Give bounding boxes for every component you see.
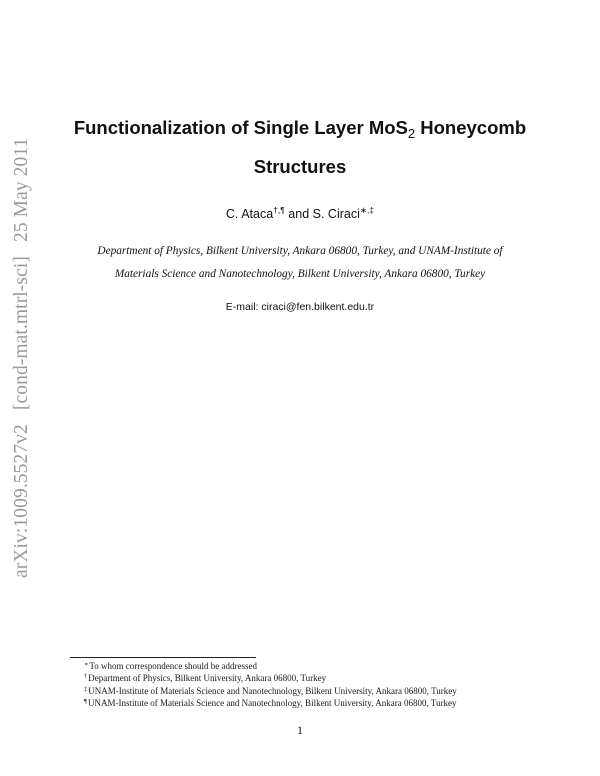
footnote-text: UNAM-Institute of Materials Science and Nanotechnology, Bilkent University, Ankara 06800, Turkey [87,697,457,708]
title-prefix: Functionalization of Single Layer MoS [73,117,408,138]
author-list [60,205,540,223]
footnote-correspondence [84,660,524,672]
arxiv-category: [cond-mat.mtrl-sci] [11,256,32,411]
footnote-unam-1 [84,685,524,697]
footnote-mark: ‡ [84,685,88,693]
footnote-text: To whom correspondence should be addressed [89,661,257,671]
title-subscript: 2 [407,126,416,141]
arxiv-identifier-stamp [10,137,34,578]
arxiv-date: 25 May 2011 [11,137,32,243]
affiliation-line-1: Department of Physics, Bilkent University, Ankara 06800, Turkey, and UNAM-Institute of [97,245,503,257]
author-connector: and [288,207,310,221]
footnotes [84,660,524,709]
footnote-text: Department of Physics, Bilkent University, Ankara 06800, Turkey [88,673,327,684]
arxiv-id: arXiv:1009.5527v2 [11,424,32,578]
author-2-marks: ∗,‡ [359,205,375,215]
author-1-marks: †,¶ [273,205,285,215]
footnote-divider [70,657,256,658]
author-1-name: C. Ataca [225,207,274,221]
footnote-text: UNAM-Institute of Materials Science and Nanotechnology, Bilkent University, Ankara 06800, Turkey [88,685,457,696]
author-2-name: S. Ciraci [312,207,360,221]
contact-email: E-mail: ciraci@fen.bilkent.edu.tr [225,301,375,313]
footnote-physics-dept [84,672,524,684]
page-number: 1 [297,725,303,737]
affiliation-line-2: Materials Science and Nanotechnology, Bilkent University, Ankara 06800, Turkey [114,268,486,280]
footnote-mark: † [84,673,88,681]
footnote-mark: ¶ [84,697,87,705]
paper-title-line-1 [60,117,540,139]
paper-title-line-2: Structures [253,156,347,177]
footnote-unam-2 [84,697,524,709]
title-suffix: Honeycomb [415,117,527,138]
footnote-mark: ∗ [84,661,89,668]
